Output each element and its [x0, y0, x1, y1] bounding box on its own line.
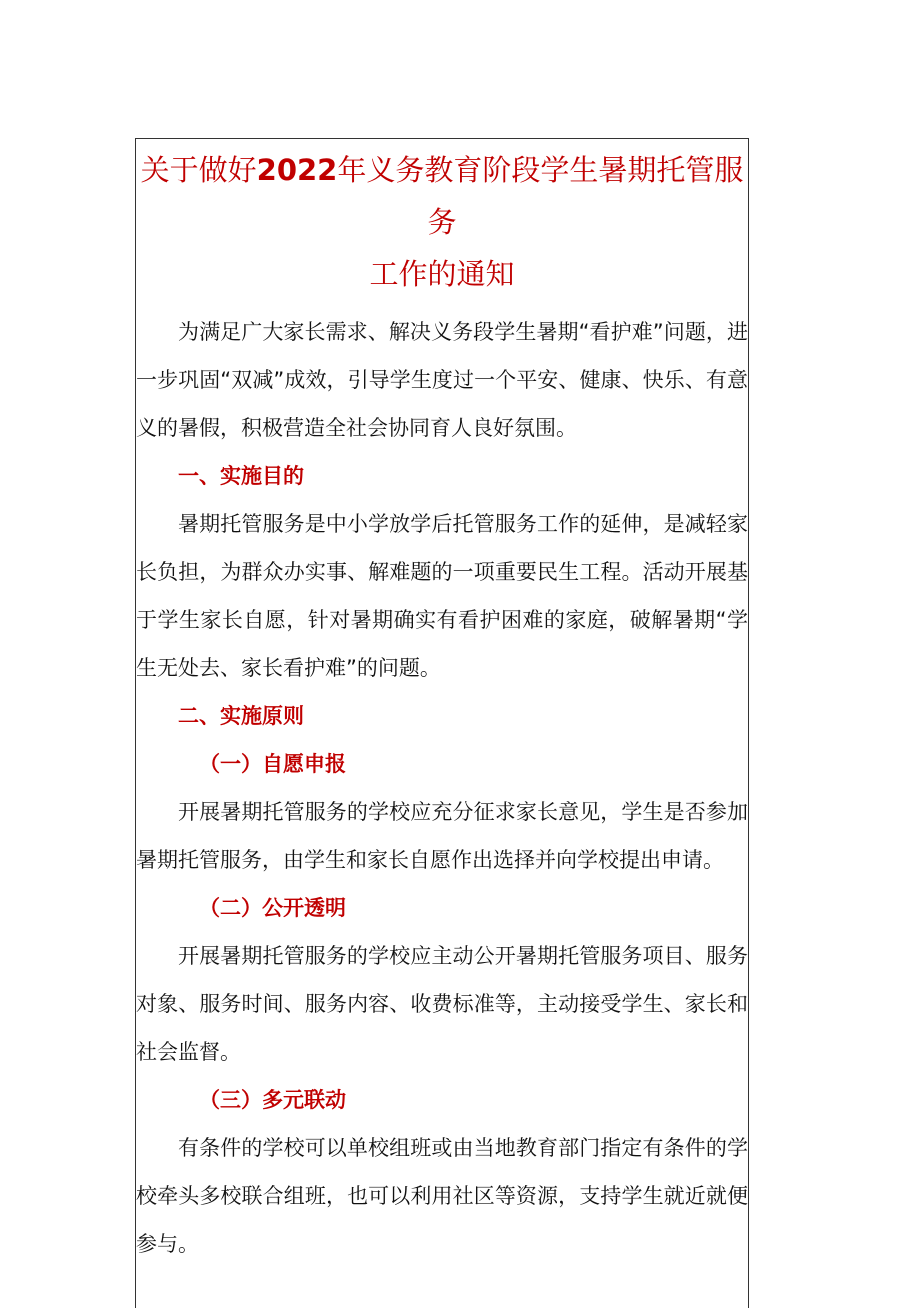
subsection-heading-voluntary: （一）自愿申报 — [199, 752, 346, 776]
title-line-1 — [136, 144, 748, 248]
subsection-body-transparency: 开展暑期托管服务的学校应主动公开暑期托管服务项目、服务对象、服务时间、服务内容、收费标准等，主动接受学生、家长和社会监督。 — [136, 944, 748, 1064]
title-year: 2022 — [256, 153, 338, 187]
subsection-heading-linkage: （三）多元联动 — [199, 1088, 346, 1112]
section-body-purpose: 暑期托管服务是中小学放学后托管服务工作的延伸，是减轻家长负担，为群众办实事、解难题的一项重要民生工程。活动开展基于学生家长自愿，针对暑期确实有看护困难的家庭，破解暑期“学生无处去、家长看护难”的问题。 — [136, 512, 748, 680]
intro-paragraph: 为满足广大家长需求、解决义务段学生暑期“看护难”问题，进一步巩固“双减”成效，引导学生度过一个平安、健康、快乐、有意义的暑假，积极营造全社会协同育人良好氛围。 — [136, 320, 748, 440]
title-suffix: 年义务教育阶段学生暑期托管服务 — [337, 153, 744, 239]
document-frame — [135, 138, 749, 1308]
document-content — [136, 139, 748, 1268]
subsection-body-linkage: 有条件的学校可以单校组班或由当地教育部门指定有条件的学校牵头多校联合组班，也可以利用社区等资源，支持学生就近就便参与。 — [136, 1136, 748, 1256]
section-heading-principles: 二、实施原则 — [178, 704, 304, 728]
title-line-2: 工作的通知 — [369, 257, 515, 291]
section-heading-purpose: 一、实施目的 — [178, 464, 304, 488]
title-prefix: 关于做好 — [140, 153, 257, 187]
subsection-body-voluntary: 开展暑期托管服务的学校应充分征求家长意见，学生是否参加暑期托管服务，由学生和家长自愿作出选择并向学校提出申请。 — [136, 800, 748, 872]
document-title — [136, 144, 748, 300]
subsection-heading-transparency: （二）公开透明 — [199, 896, 346, 920]
